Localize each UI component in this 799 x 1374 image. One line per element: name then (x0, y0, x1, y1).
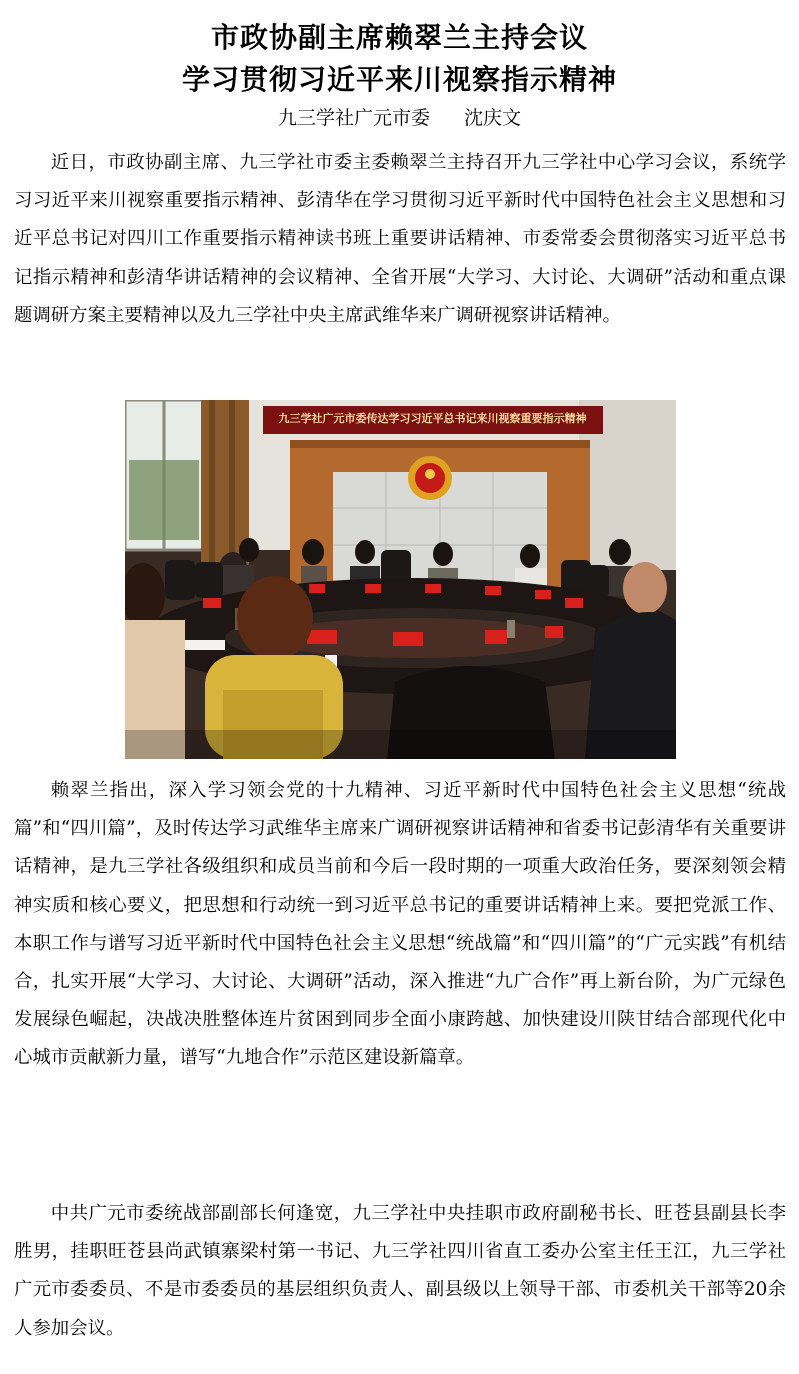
article-title-line-2: 学习贯彻习近平来川视察指示精神 (181, 63, 617, 96)
meeting-photo-illustration (125, 400, 676, 759)
meeting-photo (125, 400, 676, 759)
article-title-line-1: 市政协副主席赖翠兰主持会议 (210, 21, 588, 54)
byline (0, 104, 799, 132)
byline-author: 沈庆文 (464, 107, 522, 129)
paragraph-intro: 近日，市政协副主席、九三学社市委主委赖翠兰主持召开九三学社中心学习会议，系统学习习近平来川视察重要指示精神、彭清华在学习贯彻习近平新时代中国特色社会主义思想和习近平总书记对四川工作重要指示精神读书班上重要讲话精神、市委常委会贯彻落实习近平总书记指示精神和彭清华讲话精神的会议精神、全省开展“大学习、大讨论、大调研”活动和重点课题调研方案主要精神以及九三学社中央主席武维华来广调研视察讲话精神。 (14, 152, 786, 326)
paragraph-speech: 赖翠兰指出，深入学习领会党的十九精神、习近平新时代中国特色社会主义思想“统战篇”和“四川篇”，及时传达学习武维华主席来广调研视察讲话精神和省委书记彭清华有关重要讲话精神，是九三学社各级组织和成员当前和今后一段时期的一项重大政治任务，要深刻领会精神实质和核心要义，把思想和行动统一到习近平总书记的重要讲话精神上来。要把党派工作、本职工作与谱写习近平新时代中国特色社会主义思想“统战篇”和“四川篇”的“广元实践”有机结合，扎实开展“大学习、大讨论、大调研”活动，深入推进“九广合作”再上新台阶，为广元绿色发展绿色崛起，决战决胜整体连片贫困到同步全面小康跨越、加快建设川陕甘结合部现代化中心城市贡献新力量，谱写“九地合作”示范区建设新篇章。 (14, 780, 786, 1069)
paragraph-attendees: 中共广元市委统战部副部长何逢宽，九三学社中央挂职市政府副秘书长、旺苍县副县长李胜男，挂职旺苍县尚武镇寨梁村第一书记、九三学社四川省直工委办公室主任王江，九三学社广元市委委员、不是市委委员的基层组织负责人、副县级以上领导干部、市委机关干部等20余人参加会议。 (14, 1203, 786, 1339)
meeting-banner-text: 九三学社广元市委传达学习习近平总书记来川视察重要指示精神 (278, 412, 587, 425)
byline-organization: 九三学社广元市委 (277, 107, 430, 129)
